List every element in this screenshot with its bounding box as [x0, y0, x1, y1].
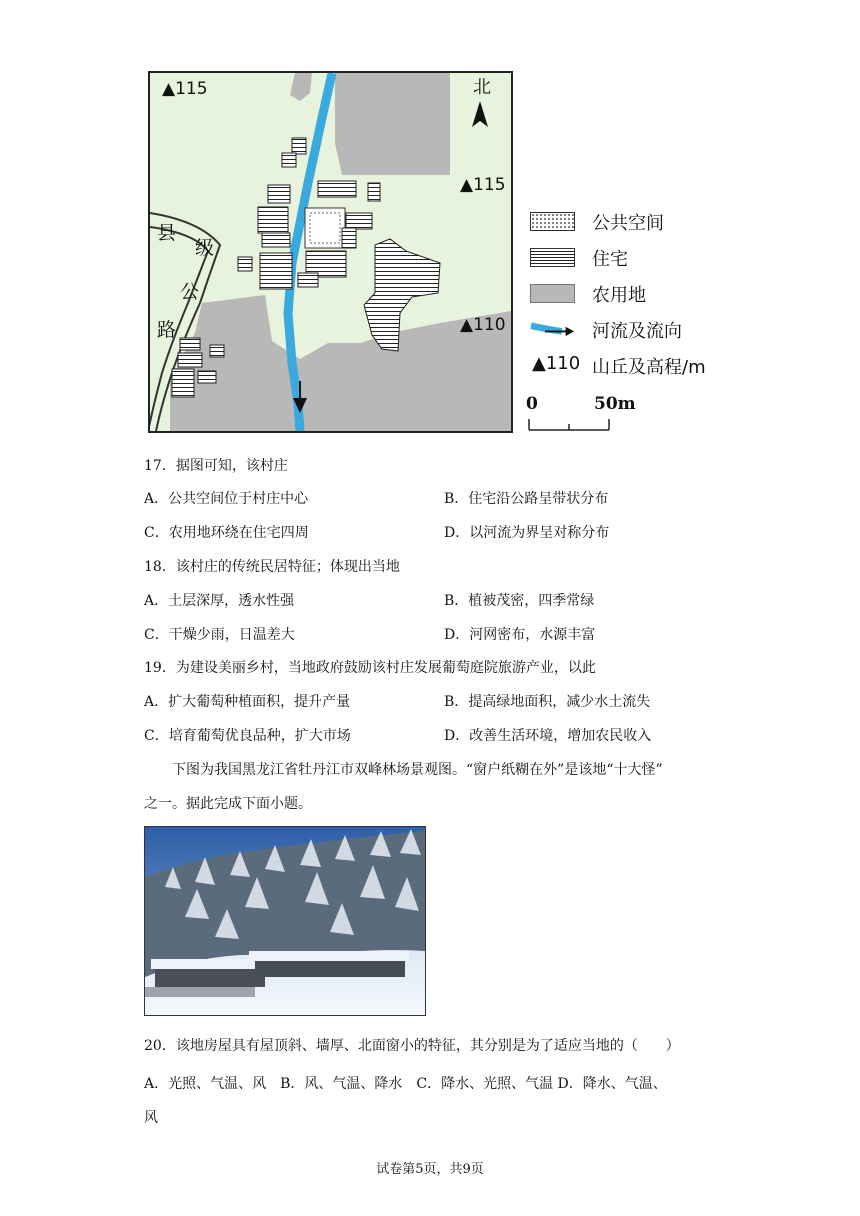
page-footer: 试卷第5页，共9页 [376, 1162, 484, 1177]
intro-line-1: 下图为我国黑龙江省牡丹江市双峰林场景观图。“窗户纸糊在外”是该地“十大怪” [172, 762, 663, 778]
question-20-options-line-2: 风 [144, 1110, 158, 1126]
question-20-options-line-1: A．光照、气温、风 B．风、气温、降水 C．降水、光照、气温 D．降水、气温、 [144, 1076, 667, 1092]
question-18-option-c: C．干燥少雨，日温差大 [144, 627, 295, 643]
elevation-label-east-2: ▲110 [460, 315, 506, 335]
scale-start: 0 [526, 394, 538, 414]
house [210, 345, 224, 357]
legend-label: 山丘及高程/m [592, 357, 706, 378]
legend-label: 河流及流向 [592, 321, 682, 342]
question-17-option-b: B．住宅沿公路呈带状分布 [444, 491, 609, 507]
farmland-northeast [335, 73, 450, 175]
striped-swatch-icon [530, 248, 575, 267]
triangle-icon: ▲110 [532, 353, 581, 374]
question-18-stem: 18．该村庄的传统民居特征；体现出当地 [144, 559, 400, 575]
legend-label: 农用地 [592, 285, 646, 306]
north-label: 北 [473, 77, 491, 98]
road-label-char: 级 [195, 237, 215, 259]
gray-swatch-icon [530, 284, 575, 303]
house [238, 257, 252, 271]
snow-forest-photo-graphic [145, 827, 425, 1015]
map-legend [528, 208, 758, 388]
house [178, 353, 202, 367]
question-17-option-c: C．农用地环绕在住宅四周 [144, 525, 309, 541]
question-18-option-d: D．河网密布，水源丰富 [444, 627, 596, 643]
legend-label: 公共空间 [592, 213, 664, 234]
question-18-option-b: B．植被茂密，四季常绿 [444, 593, 595, 609]
question-19-option-c: C．培育葡萄优良品种，扩大市场 [144, 728, 351, 744]
village-map [148, 71, 513, 433]
house [342, 228, 356, 248]
legend-item-river [528, 316, 758, 352]
question-17-option-d: D．以河流为界呈对称分布 [444, 525, 610, 541]
house [180, 338, 200, 350]
house [198, 371, 216, 383]
legend-item-hill [528, 352, 758, 388]
legend-label: 住宅 [592, 249, 628, 270]
house [318, 181, 356, 197]
house [346, 213, 372, 229]
house [292, 138, 306, 154]
scale-bar-line [528, 416, 612, 432]
house [258, 207, 288, 233]
legend-item-residence [528, 244, 758, 280]
elevation-label-east-1: ▲115 [460, 175, 506, 195]
scale-bar [524, 394, 636, 436]
house [262, 233, 290, 247]
question-17-option-a: A．公共空间位于村庄中心 [144, 491, 309, 507]
legend-item-farmland [528, 280, 758, 316]
house [172, 369, 194, 397]
legend-item-public-space [528, 208, 758, 244]
question-19-option-b: B．提高绿地面积，减少水土流失 [444, 694, 651, 710]
question-18-option-a: A．土层深厚，透水性强 [144, 593, 295, 609]
house [298, 273, 318, 287]
house [268, 185, 290, 203]
question-19-option-a: A．扩大葡萄种植面积，提升产量 [144, 694, 351, 710]
dotted-swatch-icon [530, 212, 575, 231]
road-label-char: 县 [157, 222, 177, 244]
question-17-stem: 17．据图可知，该村庄 [144, 458, 288, 474]
river-arrow-icon [530, 320, 575, 339]
intro-line-2: 之一。据此完成下面小题。 [144, 796, 312, 812]
question-20-stem: 20．该地房屋具有屋顶斜、墙厚、北面窗小的特征，其分别是为了适应当地的（ ） [144, 1038, 680, 1054]
house [260, 253, 292, 289]
house [282, 153, 296, 167]
road-label-char: 路 [157, 319, 177, 341]
elevation-label-nw: ▲115 [162, 79, 208, 99]
scale-end: 50m [594, 394, 636, 414]
question-19-stem: 19．为建设美丽乡村，当地政府鼓励该村庄发展葡萄庭院旅游产业，以此 [144, 660, 596, 676]
house [368, 183, 380, 201]
road-label-char: 公 [180, 281, 200, 303]
snow-forest-photo [144, 826, 426, 1016]
question-19-option-d: D．改善生活环境，增加农民收入 [444, 728, 652, 744]
public-space-block [305, 208, 345, 248]
